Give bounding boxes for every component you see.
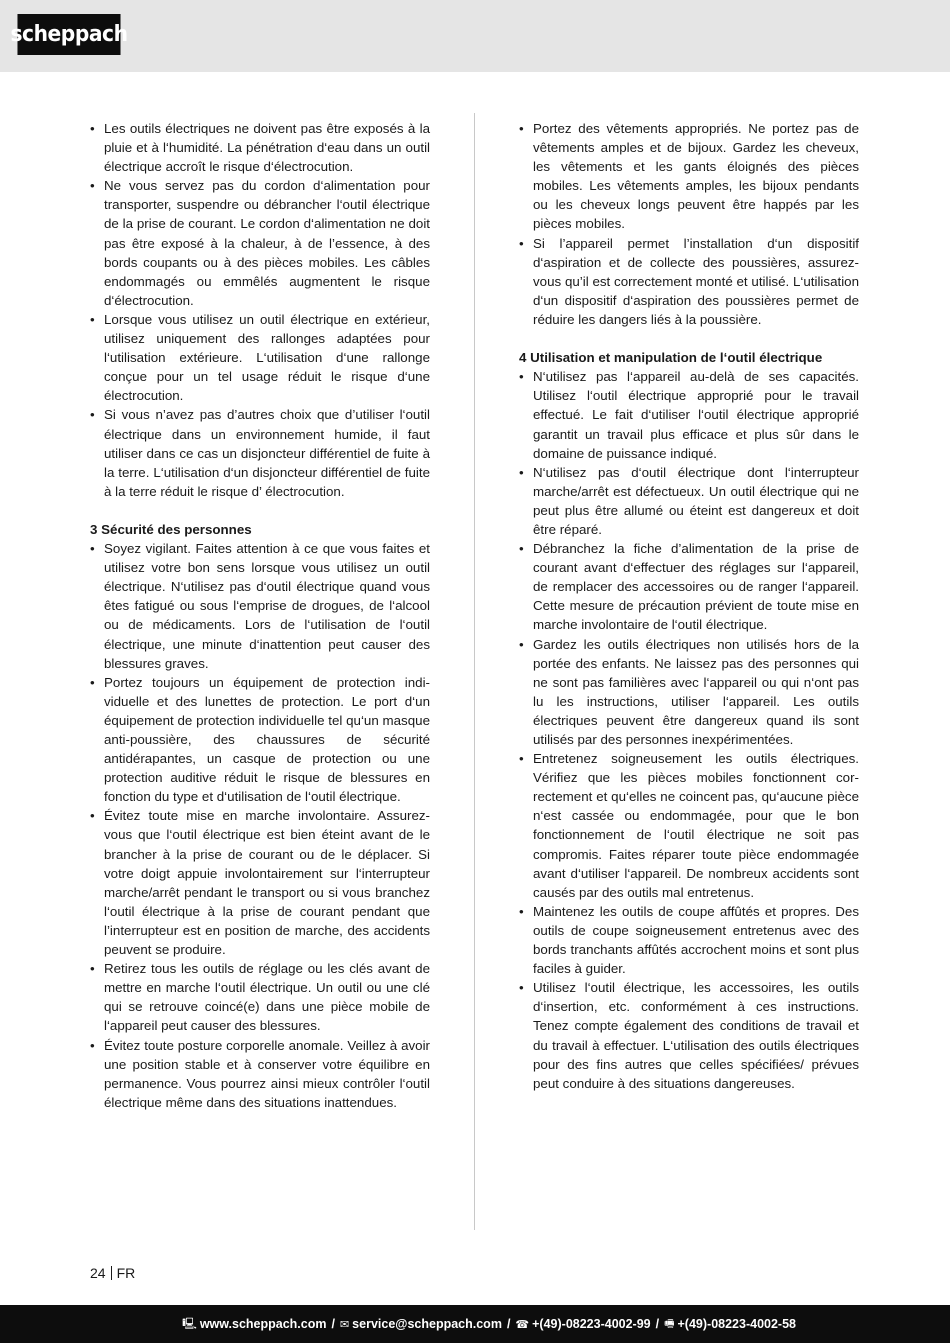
phone-icon: ☎ [515, 1317, 530, 1331]
column-divider [474, 113, 475, 1230]
bullet-list-section-right [519, 367, 859, 1093]
left-column [90, 119, 430, 1112]
list-item: • Les outils électriques ne doivent pas être exposés à la pluie et à l‘humidité. La pénétration d‘eau dans un outil électrique accroît le risque d‘électrocution. [90, 119, 430, 176]
list-item: • Lorsque vous utilisez un outil électrique en extérieur, utilisez uniquement des rallonges adaptées pour l‘utilisation extérieure. L‘utilisation d‘une rallonge conçue pour un tel usage réduit le risque d‘une électrocution. [90, 310, 430, 405]
list-item: • Évitez toute posture corporelle anomale. Veillez à avoir une position stable et à conserver votre équilibre en permanence. Vous pourrez ainsi mieux contrôler l‘outil électrique même dans des situations inattendues. [90, 1036, 430, 1112]
list-item: • Entretenez soigneusement les outils électriques. Vérifiez que les pièces mobiles fonctionnent correctement et qu‘elles ne coincent pas, qu‘aucune pièce n‘est cassée ou endommagée, pour que le bon fonctionnement de l‘outil électrique ne soit pas compromis. Faites réparer toute pièce endommagée avant d‘utiliser l‘appareil. De nombreux accidents sont causés par des outils mal entretenus. [519, 749, 859, 902]
section-heading: 3 Sécurité des personnes [90, 521, 252, 537]
fax-icon: 🖷 [664, 1316, 675, 1330]
brand-logo[interactable]: scheppach [17, 14, 120, 55]
bullet-list-top-left [90, 119, 430, 501]
list-item: • Évitez toute mise en marche involontaire. Assurez-vous que l‘outil électrique est bien éteint avant de le brancher à la prise de courant ou de le déplacer. Si votre doigt appuie involontairement sur l‘interrupteur marche/arrêt pendant le transport ou si vous branchez l‘outil électrique à la prise de courant pendant que l’interrupteur est en position de marche, des accidents peuvent se produire. [90, 806, 430, 959]
footer-separator: / [331, 1317, 335, 1331]
list-item: • Ne vous servez pas du cordon d‘alimentation pour transporter, suspendre ou débrancher l‘outil électrique de la prise de courant. Le cordon d‘alimentation ne doit pas être exposé à la chaleur, à de l’essence, à des bords coupants ou à des pièces mobiles. Les câbles endommagés ou emmêlés augmentent le risque d‘électrocution. [90, 176, 430, 310]
computer-icon: 🖳 [182, 1316, 197, 1330]
list-item: • Si l’appareil permet l’installation d‘un dispositif d‘aspiration et de collecte des poussières, assurez-vous qu’il est correctement monté et utilisé. L‘utilisation d‘un dispositif d‘aspiration des poussières permet de réduire les dangers liés à la poussière. [519, 234, 859, 329]
page-number [90, 1265, 135, 1281]
list-item: • Retirez tous les outils de réglage ou les clés avant de mettre en marche l‘outil électrique. Un outil ou une clé qui se retrouve coincé(e) dans une pièce mobile de l‘appareil peut causer des blessures. [90, 959, 430, 1035]
list-item: • Débranchez la fiche d’alimentation de la prise de courant avant d‘effectuer des réglages sur l‘appareil, de remplacer des accessoires ou de ranger l‘appareil. Cette mesure de précaution prévient de toute mise en marche involontaire de l‘outil électrique. [519, 539, 859, 634]
right-column [519, 119, 859, 1093]
website-link[interactable]: www.scheppach.com [199, 1317, 327, 1331]
page-number-divider [111, 1266, 112, 1280]
header-bar [0, 0, 950, 72]
page-number-value: 24 [90, 1265, 106, 1281]
footer-separator: / [655, 1317, 660, 1331]
contact-footer [0, 1305, 950, 1343]
list-item: • Gardez les outils électriques non utilisés hors de la portée des enfants. Ne laissez pas des personnes qui ne sont pas familières avec l‘appareil ou qui n‘ont pas lu les instructions, utiliser l‘appareil. Les outils électriques peuvent être dangereux quand ils sont utilisés par des personnes inexpérimentées. [519, 635, 859, 750]
list-item: • Utilisez l‘outil électrique, les accessoires, les outils d‘insertion, etc. conformément à ces instructions. Tenez compte également des conditions de travail et du travail à effectuer. L‘utilisation des outils électriques pour des fins autres que celles spécifiées/ prévues peut conduire à des situations dangereuses. [519, 978, 859, 1093]
list-item: • Portez des vêtements appropriés. Ne portez pas de vêtements amples et de bijoux. Gardez les cheveux, les vêtements et les gants éloignés des pièces mobiles. Les vêtements amples, les bijoux pendants ou les cheveux longs peuvent être happés par les pièces mobiles. [519, 119, 859, 234]
list-item: • Soyez vigilant. Faites attention à ce que vous faites et utilisez votre bon sens lorsque vous utilisez un outil électrique. N‘utilisez pas d‘outil électrique quand vous êtes fatigué ou sous l‘emprise de drogues, de l‘alcool ou de médicaments. Lors de l‘utilisation de l‘outil électrique, une minute d‘inattention peut causer des blessures graves. [90, 539, 430, 673]
bullet-list-top-right [519, 119, 859, 329]
bullet-list-section-left [90, 539, 430, 1112]
list-item: • N‘utilisez pas l‘appareil au-delà de ses capacités. Utilisez l‘outil électrique approprié pour le travail effectué. Le fait d‘utiliser l‘outil électrique approprié garantit un travail plus efficace et plus sûr dans le domaine de puissance indiqué. [519, 367, 859, 462]
fax-number: +(49)-08223-4002-58 [677, 1317, 796, 1331]
list-item: • Portez toujours un équipement de protection individuelle et des lunettes de protection. Le port d‘un équipement de protection individuelle tel qu‘un masque anti-poussière, des chaussures de sécurité antidérapantes, un casque de protection ou une protection auditive réduit le risque de blessures en fonction du type et d‘utilisation de l‘outil électrique. [90, 673, 430, 807]
mail-icon: ✉ [339, 1317, 350, 1331]
footer-separator: / [506, 1317, 511, 1331]
list-item: • N‘utilisez pas d‘outil électrique dont l‘interrupteur marche/arrêt est défectueux. Un outil électrique qui ne peut plus être allumé ou éteint est dangereux et doit être réparé. [519, 463, 859, 539]
section-heading: 4 Utilisation et manipulation de l‘outil électrique [519, 350, 823, 366]
page-language: FR [116, 1265, 136, 1281]
phone-number[interactable]: +(49)-08223-4002-99 [532, 1317, 651, 1331]
list-item: • Si vous n’avez pas d’autres choix que d’utiliser l‘outil électrique dans un environnement humide, il faut utiliser dans ce cas un disjoncteur différentiel de fuite à la terre. L‘utilisation d‘un disjoncteur différentiel de fuite à la terre réduit le risque d’ électrocution. [90, 405, 430, 500]
email-link[interactable]: service@scheppach.com [352, 1317, 502, 1331]
list-item: • Maintenez les outils de coupe affûtés et propres. Des outils de coupe soigneusement entretenus avec des bords tranchants affûtés accrochent moins et sont plus faciles à guider. [519, 902, 859, 978]
